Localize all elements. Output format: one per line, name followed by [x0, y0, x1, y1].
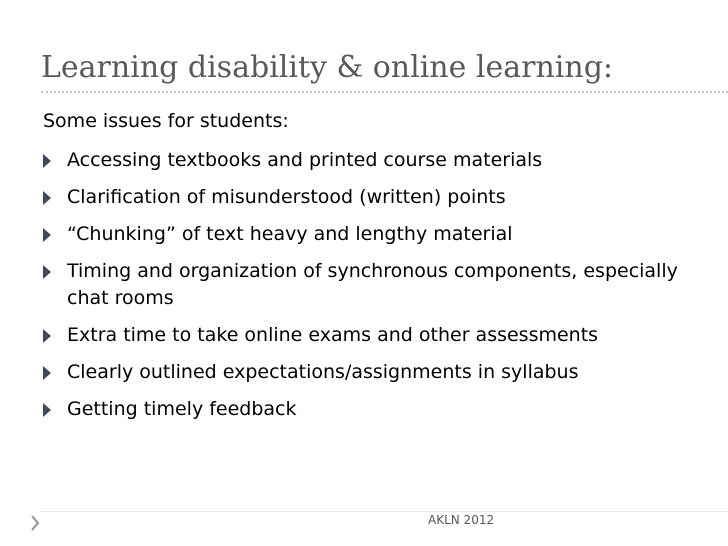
bullet-text: Timing and organization of synchronous components, especially chat rooms: [67, 260, 678, 309]
bullet-item: [43, 258, 723, 312]
bullet-item: [43, 184, 723, 211]
bullet-list: [43, 147, 723, 433]
bullet-text: Extra time to take online exams and other assessments: [67, 324, 599, 346]
footer-divider: [41, 511, 728, 512]
bullet-item: [43, 147, 723, 174]
footer-text: AKLN 2012: [428, 513, 495, 527]
bullet-text: Clarification of misunderstood (written) points: [67, 186, 506, 208]
bullet-item: [43, 221, 723, 248]
bullet-item: [43, 359, 723, 386]
bullet-item: [43, 322, 723, 349]
triangle-right-icon: [43, 265, 51, 279]
bullet-text: “Chunking” of text heavy and lengthy material: [67, 223, 513, 245]
title-divider: [41, 91, 728, 93]
triangle-right-icon: [43, 228, 51, 242]
bullet-text: Clearly outlined expectations/assignments in syllabus: [67, 361, 579, 383]
triangle-right-icon: [43, 366, 51, 380]
bullet-item: [43, 396, 723, 423]
bullet-text: Getting timely feedback: [67, 398, 297, 420]
triangle-right-icon: [43, 191, 51, 205]
bullet-text: Accessing textbooks and printed course materials: [67, 149, 543, 171]
triangle-right-icon: [43, 403, 51, 417]
intro-text: Some issues for students:: [43, 110, 289, 132]
triangle-right-icon: [43, 154, 51, 168]
slide-title: Learning disability & online learning:: [41, 50, 614, 85]
triangle-right-icon: [43, 329, 51, 343]
